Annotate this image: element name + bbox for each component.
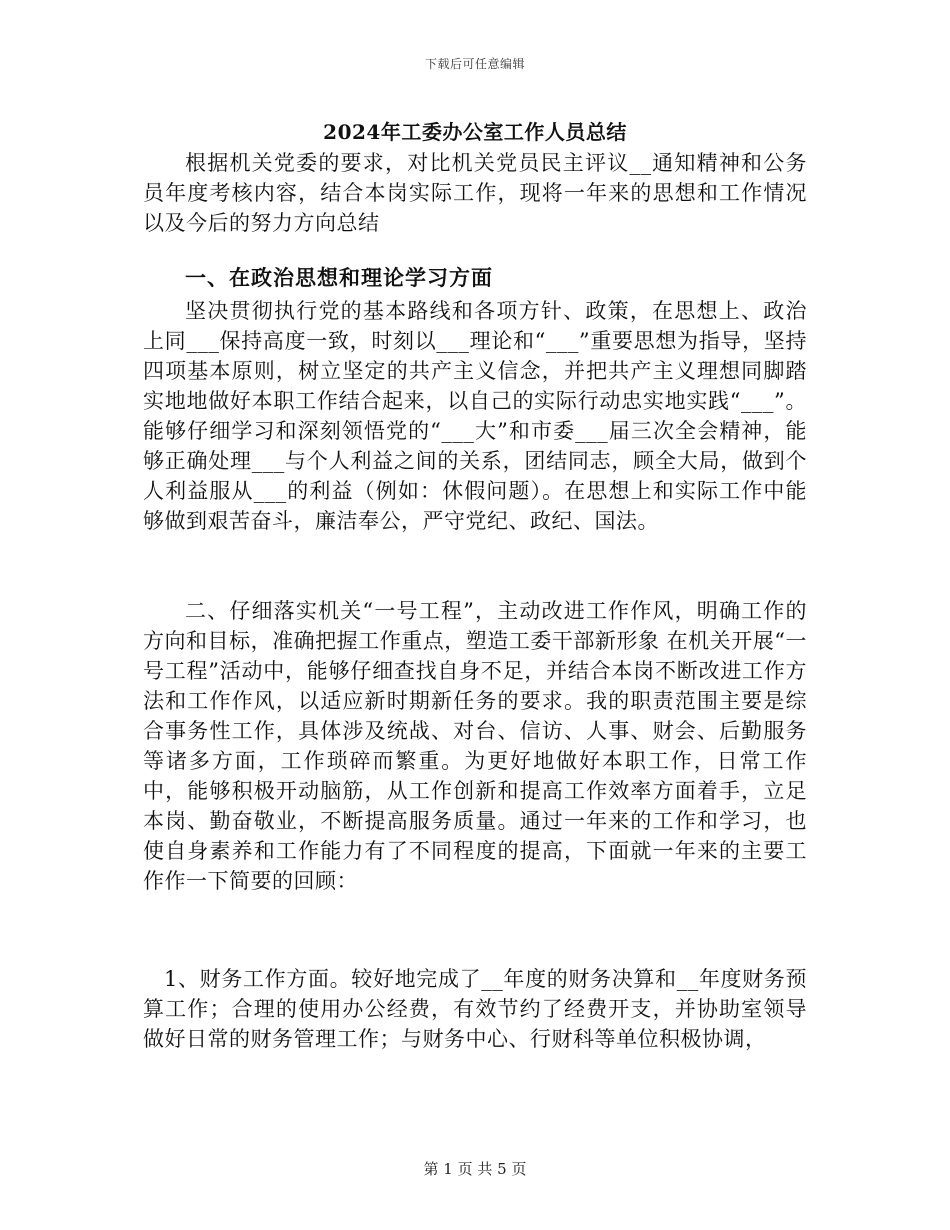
item1-paragraph: 1、财务工作方面。较好地完成了__年度的财务决算和__年度财务预算工作；合理的使用办公经费，有效节约了经费开支，并协助室领导做好日常的财务管理工作；与财务中心、行财科等单位积极协调， xyxy=(143,967,807,1051)
section2-paragraph: 二、仔细落实机关“一号工程”，主动改进工作作风，明确工作的方向和目标，准确把握工作重点，塑造工委干部新形象 在机关开展“一号工程”活动中，能够仔细查找自身不足，并结合本岗不断改进工作方法和工作作风，以适应新时期新任务的要求。我的职责范围主要是综合事务性工作，具体涉及统战、对台、信访、人事、财会、后勤服务等诸多方面，工作琐碎而繁重。为更好地做好本职工作，日常工作中，能够积极开动脑筋，从工作创新和提高工作效率方面着手，立足本岗、勤奋敬业，不断提高服务质量。通过一年来的工作和学习，也使自身素养和工作能力有了不同程度的提高，下面就一年来的主要工作作一下简要的回顾： xyxy=(143,599,807,893)
intro-paragraph: 根据机关党委的要求，对比机关党员民主评议__通知精神和公务员年度考核内容，结合本岗实际工作，现将一年来的思想和工作情况以及今后的努力方向总结 xyxy=(143,151,807,235)
document-title: 2024年工委办公室工作人员总结 xyxy=(323,120,627,144)
page-number-footer: 第 1 页 共 5 页 xyxy=(423,1160,527,1178)
item1-block xyxy=(143,964,807,1054)
section2-block xyxy=(143,596,807,896)
section1-paragraph: 坚决贯彻执行党的基本路线和各项方针、政策，在思想上、政治上同___保持高度一致，时刻以___理论和“___”重要思想为指导，坚持四项基本原则，树立坚定的共产主义信念，并把共产主义理想同脚踏实地地做好本职工作结合起来，以自己的实际行动忠实地实践“___”。能够仔细学习和深刻领悟党的“___大”和市委___届三次全会精神，能够正确处理___与个人利益之间的关系，团结同志，顾全大局，做到个人利益服从___的利益（例如：休假问题）。在思想上和实际工作中能够做到艰苦奋斗，廉洁奉公，严守党纪、政纪、国法。 xyxy=(143,299,807,533)
section-heading-political: 一、在政治思想和理论学习方面 xyxy=(185,265,493,290)
intro-block xyxy=(143,148,807,238)
section1-block xyxy=(143,296,807,536)
page-header: 下载后可任意编辑 xyxy=(424,57,525,71)
